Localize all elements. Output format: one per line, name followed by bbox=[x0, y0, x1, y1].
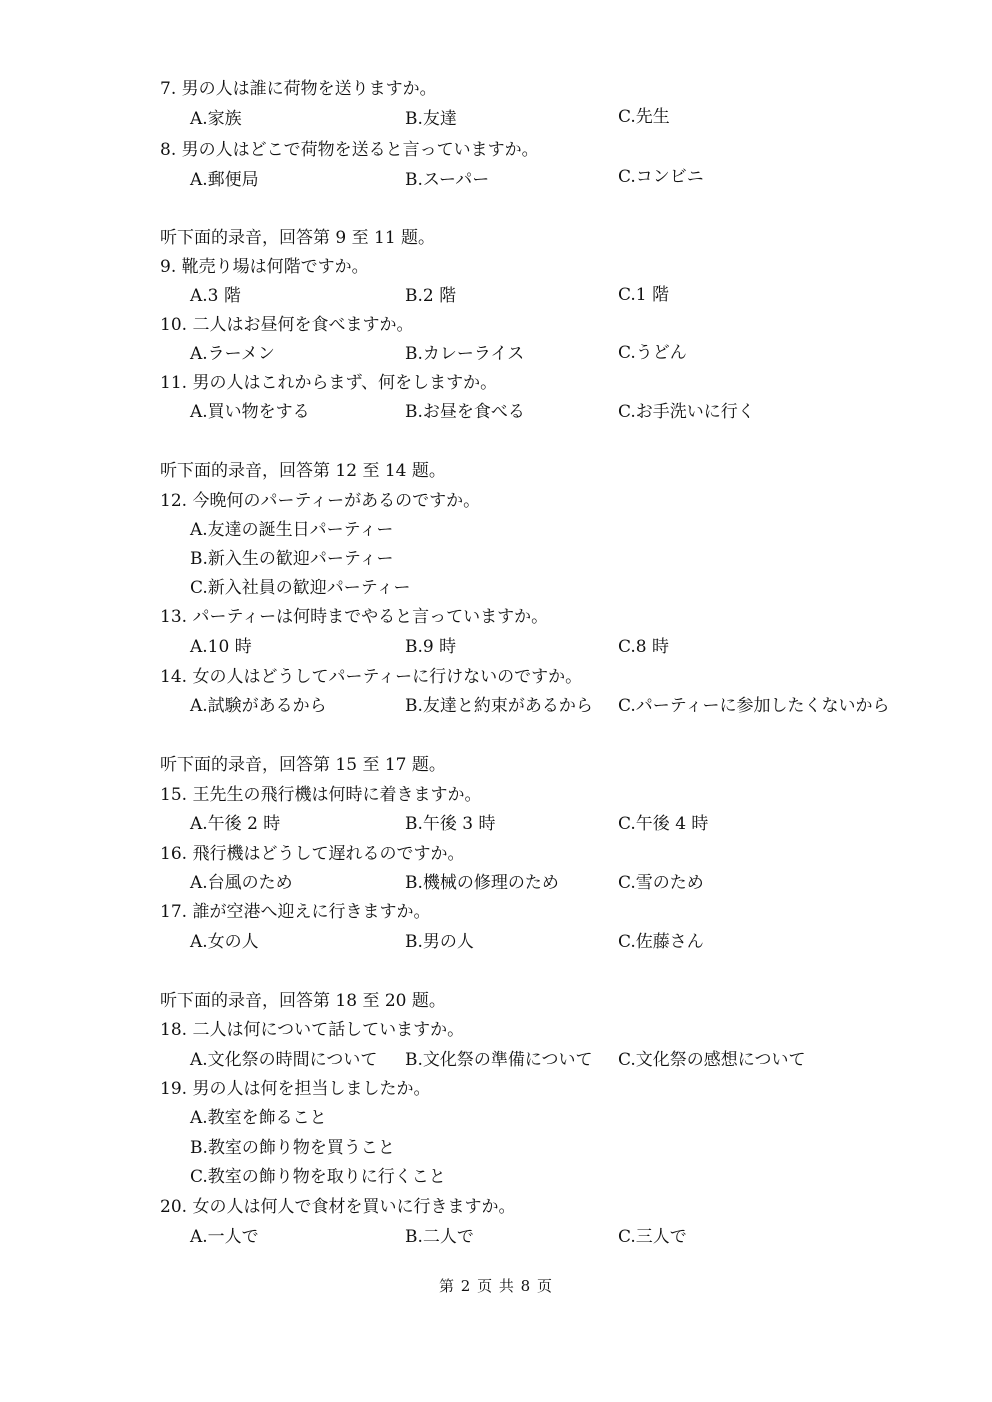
question-8: 8. 男の人はどこで荷物を送ると言っていますか。 bbox=[160, 140, 539, 160]
q10-option-a: A.ラーメン bbox=[190, 344, 275, 364]
question-9: 9. 靴売り場は何階ですか。 bbox=[160, 257, 369, 277]
question-17: 17. 誰が空港へ迎えに行きますか。 bbox=[160, 902, 431, 922]
question-19: 19. 男の人は何を担当しましたか。 bbox=[160, 1079, 431, 1099]
section-heading-9-11: 听下面的录音，回答第 9 至 11 题。 bbox=[160, 228, 436, 248]
q20-option-c: C.三人で bbox=[618, 1227, 687, 1247]
q8-option-c: C.コンビニ bbox=[618, 167, 704, 187]
q9-option-a: A.3 階 bbox=[190, 286, 241, 306]
q7-option-b: B.友達 bbox=[405, 109, 457, 129]
question-16: 16. 飛行機はどうして遅れるのですか。 bbox=[160, 844, 465, 864]
section-heading-18-20: 听下面的录音，回答第 18 至 20 题。 bbox=[160, 991, 446, 1011]
q9-option-c: C.1 階 bbox=[618, 285, 670, 305]
q8-option-b: B.スーパー bbox=[405, 170, 490, 190]
question-11: 11. 男の人はこれからまず、何をしますか。 bbox=[160, 373, 498, 393]
q15-option-b: B.午後 3 時 bbox=[405, 814, 496, 834]
q13-option-a: A.10 時 bbox=[190, 637, 252, 657]
question-13: 13. パーティーは何時までやると言っていますか。 bbox=[160, 607, 549, 627]
question-7: 7. 男の人は誰に荷物を送りますか。 bbox=[160, 79, 437, 99]
q13-option-b: B.9 時 bbox=[405, 637, 457, 657]
q11-option-b: B.お昼を食べる bbox=[405, 402, 525, 422]
q20-option-b: B.二人で bbox=[405, 1227, 474, 1247]
page-footer: 第 2 页 共 8 页 bbox=[439, 1277, 553, 1295]
q15-option-c: C.午後 4 時 bbox=[618, 814, 709, 834]
q19-option-a: A.教室を飾ること bbox=[190, 1108, 327, 1128]
q20-option-a: A.一人で bbox=[190, 1227, 259, 1247]
q17-option-a: A.女の人 bbox=[190, 932, 259, 952]
question-18: 18. 二人は何について話していますか。 bbox=[160, 1020, 465, 1040]
q16-option-c: C.雪のため bbox=[618, 873, 704, 893]
q14-option-b: B.友達と約束があるから bbox=[405, 696, 593, 716]
q9-option-b: B.2 階 bbox=[405, 286, 457, 306]
q19-option-c: C.教室の飾り物を取りに行くこと bbox=[190, 1167, 446, 1187]
q10-option-c: C.うどん bbox=[618, 343, 687, 363]
q10-option-b: B.カレーライス bbox=[405, 344, 525, 364]
question-15: 15. 王先生の飛行機は何時に着きますか。 bbox=[160, 785, 482, 805]
q14-option-c: C.パーティーに参加したくないから bbox=[618, 696, 890, 716]
q16-option-b: B.機械の修理のため bbox=[405, 873, 559, 893]
q12-option-a: A.友達の誕生日パーティー bbox=[190, 520, 394, 540]
q17-option-c: C.佐藤さん bbox=[618, 932, 704, 952]
section-heading-15-17: 听下面的录音，回答第 15 至 17 题。 bbox=[160, 755, 446, 775]
q8-option-a: A.郵便局 bbox=[190, 170, 259, 190]
q16-option-a: A.台風のため bbox=[190, 873, 293, 893]
q7-option-a: A.家族 bbox=[190, 109, 242, 129]
q15-option-a: A.午後 2 時 bbox=[190, 814, 281, 834]
q14-option-a: A.試験があるから bbox=[190, 696, 327, 716]
question-10: 10. 二人はお昼何を食べますか。 bbox=[160, 315, 414, 335]
q11-option-a: A.買い物をする bbox=[190, 402, 310, 422]
q12-option-b: B.新入生の歓迎パーティー bbox=[190, 549, 394, 569]
q17-option-b: B.男の人 bbox=[405, 932, 474, 952]
q18-option-a: A.文化祭の時間について bbox=[190, 1050, 378, 1070]
section-heading-12-14: 听下面的录音，回答第 12 至 14 题。 bbox=[160, 461, 446, 481]
q12-option-c: C.新入社員の歓迎パーティー bbox=[190, 578, 411, 598]
question-20: 20. 女の人は何人で食材を買いに行きますか。 bbox=[160, 1197, 516, 1217]
q18-option-c: C.文化祭の感想について bbox=[618, 1050, 806, 1070]
question-14: 14. 女の人はどうしてパーティーに行けないのですか。 bbox=[160, 667, 583, 687]
question-12: 12. 今晩何のパーティーがあるのですか。 bbox=[160, 491, 481, 511]
q7-option-c: C.先生 bbox=[618, 107, 670, 127]
q11-option-c: C.お手洗いに行く bbox=[618, 402, 755, 422]
q13-option-c: C.8 時 bbox=[618, 637, 670, 657]
q18-option-b: B.文化祭の準備について bbox=[405, 1050, 593, 1070]
q19-option-b: B.教室の飾り物を買うこと bbox=[190, 1138, 395, 1158]
